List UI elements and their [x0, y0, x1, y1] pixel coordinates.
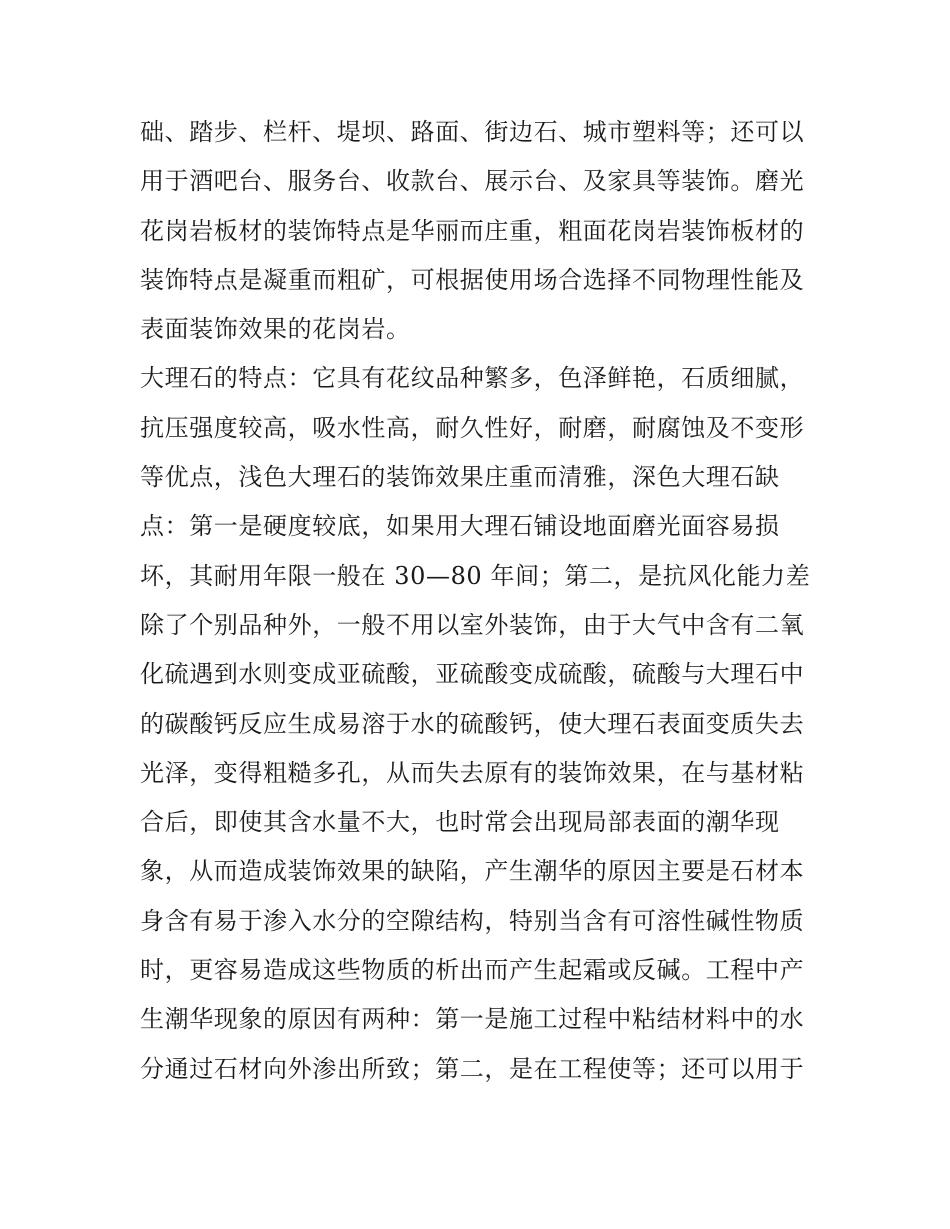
text-line: 生潮华现象的原因有两种：第一是施工过程中粘结材料中的水 [140, 1005, 805, 1034]
body-text [140, 108, 820, 1094]
text-line: 抗压强度较高，吸水性高，耐久性好，耐磨，耐腐蚀及不变形 [140, 413, 805, 442]
text-line: 光泽，变得粗糙多孔，从而失去原有的装饰效果，在与基材粘 [140, 758, 805, 787]
text-line: 身含有易于渗入水分的空隙结构，特别当含有可溶性碱性物质 [140, 906, 805, 935]
text-line: 合后，即使其含水量不大，也时常会出现局部表面的潮华现 [140, 808, 780, 837]
text-line: 等优点，浅色大理石的装饰效果庄重而清雅，深色大理石缺 [140, 463, 780, 492]
text-line: 分通过石材向外渗出所致；第二，是在工程使等；还可以用于 [140, 1054, 805, 1083]
text-line: 时，更容易造成这些物质的析出而产生起霜或反碱。工程中产 [140, 956, 805, 985]
text-line: 除了个别品种外，一般不用以室外装饰，由于大气中含有二氧 [140, 610, 805, 639]
text-line: 象，从而造成装饰效果的缺陷，产生潮华的原因主要是石材本 [140, 857, 805, 886]
text-line: 用于酒吧台、服务台、收款台、展示台、及家具等装饰。磨光 [140, 167, 805, 196]
text-line: 础、踏步、栏杆、堤坝、路面、街边石、城市塑料等；还可以 [140, 118, 805, 146]
text-line: 点：第一是硬度较底，如果用大理石铺设地面磨光面容易损 [140, 512, 780, 541]
text-line: 表面装饰效果的花岗岩。 [140, 315, 411, 344]
text-line: 装饰特点是凝重而粗矿，可根据使用场合选择不同物理性能及 [140, 265, 805, 294]
text-line: 的碳酸钙反应生成易溶于水的硫酸钙，使大理石表面变质失去 [140, 709, 805, 738]
text-line: 坏，其耐用年限一般在 30—80 年间；第二，是抗风化能力差 [140, 561, 811, 590]
text-line: 化硫遇到水则变成亚硫酸，亚硫酸变成硫酸，硫酸与大理石中 [140, 660, 805, 689]
text-line: 大理石的特点：它具有花纹品种繁多，色泽鲜艳，石质细腻， [140, 364, 805, 393]
text-line: 花岗岩板材的装饰特点是华丽而庄重，粗面花岗岩装饰板材的 [140, 216, 805, 245]
